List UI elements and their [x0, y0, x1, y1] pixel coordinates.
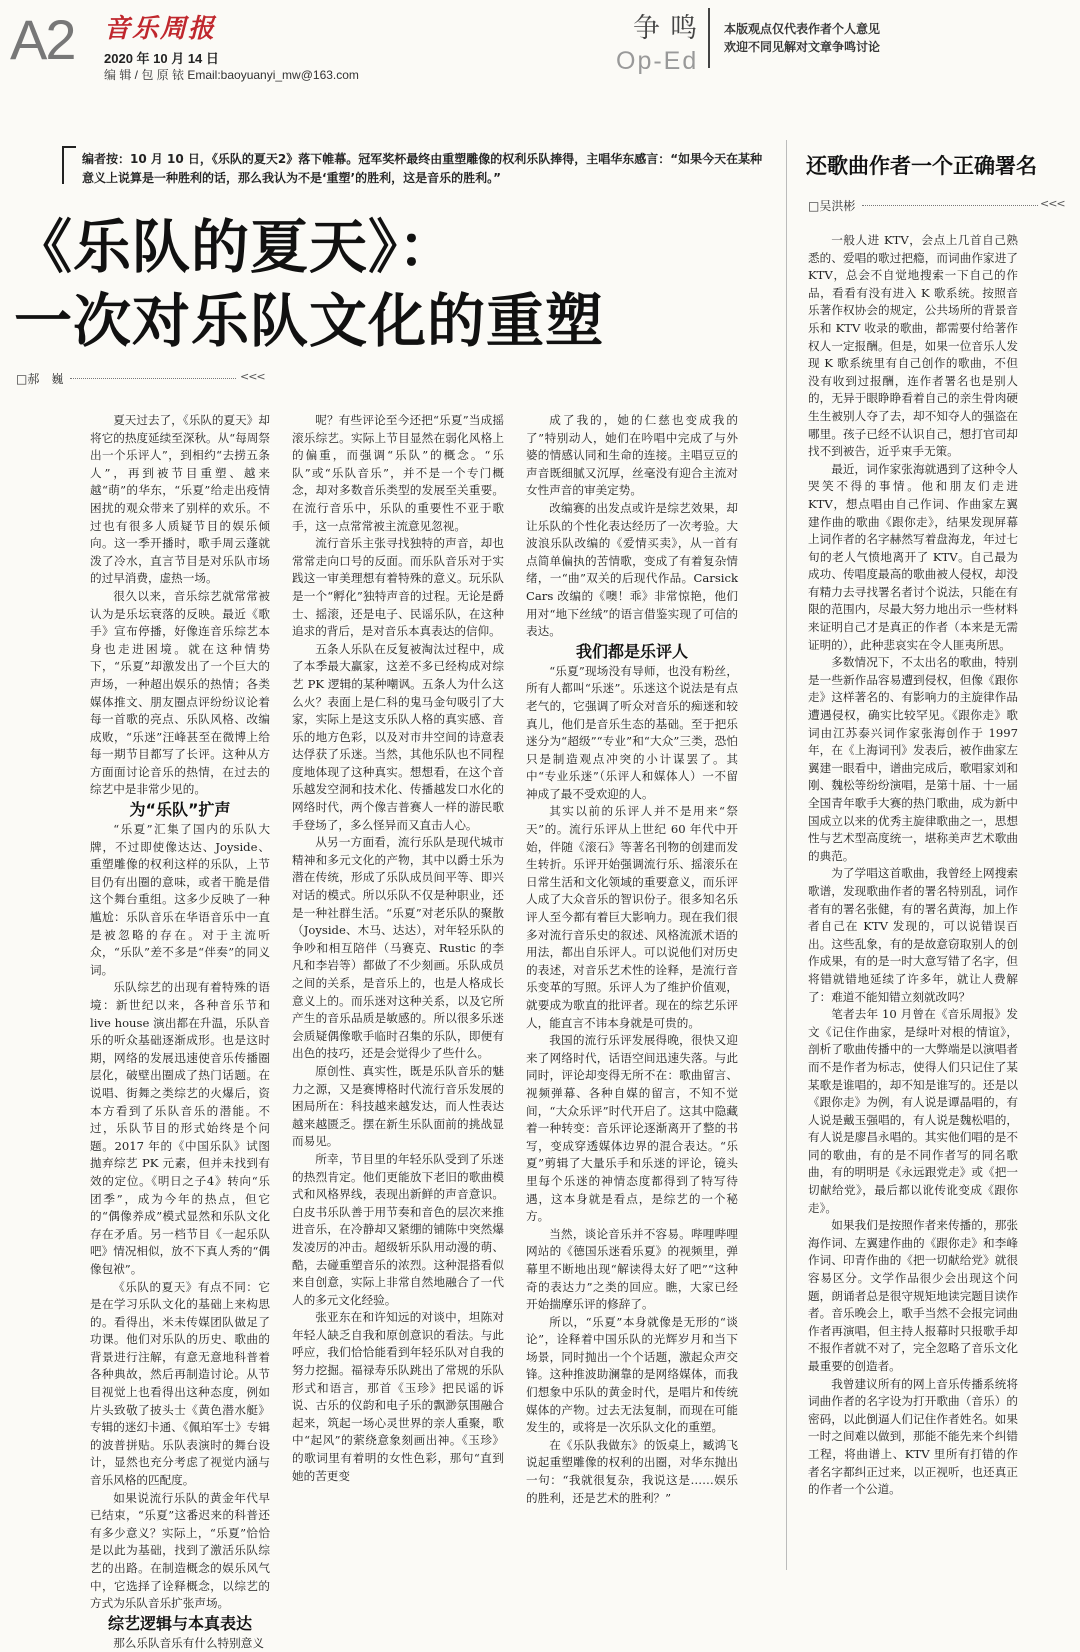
editor-line: 编 辑 / 包 原 铱 Email:baoyuanyi_mw@163.com: [104, 68, 359, 82]
paragraph: 张亚东在和许知远的对谈中，坦陈对年轻人缺乏自我和原创意识的看法。与此呼应，我们恰恰能看到年轻乐队对自我的努力挖掘。福禄寿乐队跳出了常规的乐队形式和语言，那首《玉珍》把民谣的诉说、古乐的仪韵和电子乐的飘渺氛围融合起来，筑起一场心灵世界的亲人重聚，歌中“起风”的萦绕意象刻画出神。《玉珍》的歌词里有着明的女性色彩，那句“直到她的苦更变: [292, 1310, 504, 1483]
col1b-paragraphs: [90, 821, 270, 1613]
paragraph: 那么乐队音乐有什么特别意义: [113, 1635, 264, 1650]
paragraph: 如果我们是按照作者来传播的，那张海作词、左翼建作曲的《跟你走》和李峰作词、印青作曲的《把一切献给党》就很容易区分。文学作品很少会出现这个问题，朗诵者总是很守规矩地读完题目读作者。音乐晚会上，歌手当然不会报完词曲作者再演唱，但主持人报幕时只报歌手却不报作者就不对了，完全忽略了音乐文化最重要的创造者。: [808, 1218, 1018, 1373]
paragraph: 原创性、真实性，既是乐队音乐的魅力之源，又是赛博格时代流行音乐发展的困局所在：科技越来越发达，而人性表达越来越匮乏。摆在新生乐队面前的挑战显而易见。: [292, 1063, 504, 1149]
masthead-divider: [708, 8, 710, 68]
newspaper-logo: 音乐周报: [104, 14, 217, 44]
paragraph: 成了我的，她的仁慈也变成我的了”特别动人，她们在吟唱中完成了与外婆的情感认同和生命的连接。主唱豆豆的声音既细腻又沉厚，丝毫没有迎合主流对女性声音的审美定势。: [526, 413, 738, 498]
paragraph: 改编赛的出发点或许是综艺效果，却让乐队的个性化表达经历了一次考验。大波浪乐队改编的《爱情买卖》，从一首有点简单偏执的苦情歌，变成了有着复杂情绪，一“曲”双关的后现代作品。Carsick Cars 改编的《噢！乖》非常惊艳，他们用对“地下丝绒”的语言借鉴实现了可信的表达。: [526, 500, 738, 639]
paragraph: 我曾建议所有的网上音乐传播系统将词曲作者的名字设为打开歌曲（音乐）的密码，以此倒逼人们记住作者姓名。如果一时之间难以做到，那能不能先来个纠错工程，将曲谱上、KTV 里所有打错的作者名字都纠正过来，以正视听，也还真正的作者一个公道。: [808, 1376, 1018, 1497]
paragraph: 一般人进 KTV，会点上几首自己熟悉的、爱唱的歌过把瘾，而词曲作家进了 KTV，总会不自觉地搜索一下自己的作品，看看有没有进入 K 歌系统。按照音乐著作权协会的规定，公共场所的背景音乐和 KTV 收录的歌曲，都需要付给著作权人一定报酬。但是，如果一位音乐人发现 K 歌系统里有自己创作的歌曲，不但没有收到过报酬，连作者署名也是别人的，无异于眼睁睁看着自己的亲生骨肉硬生生被别人夺了去，却不知夺人的强盗在哪里。孩子已经不认识自己，想打官司却找不到被告，近乎束手无策。: [808, 233, 1018, 459]
paragraph: 我国的流行乐评发展得晚，很快又迎来了网络时代，话语空间迅速失落。与此同时，评论却变得无所不在：歌曲留言、视频弹幕、各种自媒的留言，不知不觉间，“大众乐评”时代开启了。这其中隐藏着一种转变：音乐评论逐渐离开了整的书写，变成穿透媒体边界的混合表达。“乐夏”剪辑了大量乐手和乐迷的评论，镜头里每个乐迷的神情态度都得到了特写待遇，这本身就是看点，是综艺的一个秘方。: [526, 1033, 738, 1224]
disclaimer-line-1: 本版观点仅代表作者个人意见: [724, 22, 881, 36]
paragraph: 从另一方面看，流行乐队是现代城市精神和多元文化的产物，其中以爵士乐为潜在传统，形成了乐队成员间平等、即兴对话的模式。所以乐队不仅是种职业，还是一种社群生活。“乐夏”对老乐队的聚散（Joyside、木马、达达），对年轻乐队的争吵和相互陪伴（马赛克、Rustic 的李凡和李岩等）都做了不少刻画。乐队成员之间的关系，是音乐上的，也是人格成长意义上的。而乐迷对这种关系，以及它所产生的音乐品质是敏感的。所以很多乐迷会质疑偶像歌手临时召集的乐队，即便有出色的技巧，还是会觉得少了些什么。: [292, 835, 504, 1061]
paragraph: 多数情况下，不太出名的歌曲，特别是一些新作品容易遭到侵权，但像《跟你走》这样著名的、有影响力的主旋律作品遭遇侵权，确实比较罕见。《跟你走》歌词由江苏泰兴词作家张海创作于 1997 年，在《上海词刊》发表后，被作曲家左翼建一眼看中，谱曲完成后，歌唱家刘和刚、魏松等纷纷演唱，是第十届、十一届全国青年歌手大赛的热门歌曲，成为新中国成立以来的优秀主旋律歌曲之一，思想性与艺术型高度统一，堪称美声艺术歌曲的典范。: [808, 655, 1018, 863]
col2-paragraphs: [292, 412, 504, 1485]
side-article-title: 还歌曲作者一个正确署名: [806, 153, 1037, 178]
article-column-3: [526, 412, 738, 1580]
paragraph: 所以，“乐夏”本身就像是无形的“谈论”，诠释着中国乐队的光辉岁月和当下场景，同时抛出一个个话题，激起众声交锋。这种推波助澜靠的是网络媒体，而我们想象中乐队的黄金时代，是唱片和传统媒体的产物。过去无法复制，而现在可能发生的，或将是一次乐队文化的重塑。: [526, 1314, 738, 1435]
main-byline: □郝 巍: [16, 372, 64, 386]
paragraph: 笔者去年 10 月曾在《音乐周报》发文《记住作曲家，是绿叶对根的情谊》，剖析了歌曲传播中的一大弊端是以演唱者而不是作者为标志，使得人们只记住了某某歌是谁唱的，却不知是谁写的。还是以《跟你走》为例，有人说是谭晶唱的，有人说是戴玉强唱的，有人说是魏松唱的，有人说是廖昌永唱的。其实他们唱的是不同的歌曲，有的是不同作者写的同名歌曲，有的明明是《永远跟党走》或《把一切献给党》，最后都以讹传讹变成《跟你走》。: [808, 1007, 1018, 1215]
side-byline: □吴洪彬: [808, 199, 856, 213]
paragraph: 最近，词作家张海就遇到了这种令人哭笑不得的事情。他和朋友们走进 KTV，想点唱由自己作词、作曲家左翼建作曲的歌曲《跟你走》，结果发现屏幕上词作者的名字赫然写着盘海龙，年过七旬的老人气愤地离开了 KTV。自己最为成功、传唱度最高的歌曲被人侵权，却没有精力去寻找署名者讨个说法，只能在有限的范围内，尽最大努力地出示一些材料来证明自己才是真正的作者（本来是无需证明的），此种悲哀实在令人匪夷所思。: [808, 461, 1018, 652]
article-column-1: [90, 412, 270, 1650]
side-article-body: [808, 232, 1018, 1577]
disclaimer-line-2: 欢迎不同见解对文章争鸣讨论: [724, 40, 881, 54]
paragraph: 乐队综艺的出现有着特殊的语境：新世纪以来，各种音乐节和 live house 演出都在升温，乐队音乐的听众基础逐渐成形。也是这时期，网络的发展迅速使音乐传播圈层化，破壁出圈成了热门话题。在说唱、街舞之类综艺的火爆后，资本方看到了乐队音乐的潜能。不过，乐队节目的形式始终是个问题。2017 年的《中国乐队》试图拋弃综艺 PK 元素，但并未找到有效的定位。《明日之子4》转向“乐团季”，成为今年的热点，但它的“偶像养成”模式显然和乐队文化存在矛盾。另一档节目《一起乐队吧》情况相似，放不下真人秀的“偶像包袱”。: [90, 980, 270, 1276]
paragraph: 在《乐队我做东》的饭桌上，臧鸿飞说起重塑雕像的权利的出圈，对华东抛出一句：“我就很复杂，我说这是……娱乐的胜利，还是艺术的胜利？”: [526, 1437, 738, 1505]
paragraph: 《乐队的夏天》有点不同：它是在学习乐队文化的基础上来构思的。看得出，米未传媒团队做足了功课。他们对乐队的历史、歌曲的背景进行注解，有意无意地科普着各种典故，然后再制造讨论。从节目视觉上也看得出这种态度，例如片头致敬了披头士《黄色潜水艇》专辑的迷幻卡通、《佩珀军士》专辑的波普拼贴。乐队表演时的舞台设计，显然也充分考虑了视觉内涵与音乐风格的匹配度。: [90, 1279, 270, 1488]
paragraph: 其实以前的乐评人并不是用来“祭天”的。流行乐评从上世纪 60 年代中开始，伴随《滚石》等著名刊物的创建而发生转折。乐评开始强调流行乐、摇滚乐在日常生活和文化领域的重要意义，而乐评人成了大众音乐的智识份子。很多知名乐评人至今都有着巨大影响力。现在我们很多对流行音乐史的叙述、风格流派术语的用法，都出自乐评人。可以说他们对历史的表述，对音乐艺术性的诠释，是流行音乐变革的写照。乐评人为了维护价值观，就要成为歌直的批评者。现在的综艺乐评人，能直言不讳本身就是可贵的。: [526, 804, 738, 1030]
subheading-for-bands: 为“乐队”扩声: [129, 800, 231, 820]
editor-note: 编者按：10 月 10 日，《乐队的夏天2》落下帷幕。冠军奖杯最终由重塑雕像的权利乐队捧得，主唱华东感言：“如果今天在某种意义上说算是一种胜利的话，那么我认为不是‘重塑’的胜利，这是音乐的胜利。”: [82, 152, 763, 185]
paragraph: 很久以来，音乐综艺就常常被认为是乐坛衰落的反映。最近《歌手》宣布停播，好像连音乐综艺本身也走进困境。就在这种情势下，“乐夏”却激发出了一个巨大的声场，一种超出娱乐的热情；各类媒体推文、朋友圈点评纷纷议论着每一首歌的亮点、乐队风格、改编成败，“乐迷”汪峰甚至在微博上给每一期节目都写了长评。这种从方方面面讨论音乐的热情，在过去的综艺中是非常少见的。: [90, 588, 270, 797]
side-byline-chevrons: <<<: [1040, 197, 1065, 210]
paragraph: 当然，谈论音乐并不容易。哔哩哔哩网站的《德国乐迷看乐夏》的视频里，弹幕里不断地出现“解读得太好了吧”“这种奇的表达力”之类的回应。瞧，大家已经开始揣摩乐评的修辞了。: [526, 1226, 738, 1312]
byline-rule: [70, 377, 236, 379]
issue-date: 2020 年 10 月 14 日: [104, 51, 219, 66]
headline-line-2: 一次对乐队文化的重塑: [14, 287, 605, 355]
side-byline-rule: [862, 204, 1038, 206]
paragraph: 为了学唱这首歌曲，我曾经上网搜索歌谱，发现歌曲作者的署名特别乱，词作者有的署名张健，有的署名黄海，加上作者自己在 KTV 发现的，可以说错误百出。这些乱象，有的是故意窃取别人的创作成果，有的是一时大意写错了名字，但将错就错地延续了许多年，就让人费解了：难道不能知错立刻就改吗？: [808, 866, 1018, 1004]
paragraph: 夏天过去了，《乐队的夏天》却将它的热度延续至深秋。从“每周祭出一个乐评人”，到相约“去捞五条人”，再到被节目重塑、越来越“萌”的华东，“乐夏”给走出疫情困扰的观众带来了别样的欢乐。不过也有很多人质疑节目的娱乐倾向。这一季开播时，歌手周云蓬就泼了冷水，直言节目是对乐队市场的过早消费，虚热一场。: [90, 413, 270, 586]
subheading-we-are-critics: 我们都是乐评人: [575, 641, 688, 661]
paragraph: “乐夏”现场没有导师，也没有粉丝，所有人都叫“乐迷”。乐迷这个说法是有点老气的，它强调了听众对音乐的痴迷和较真儿，他们是音乐生态的基础。至于把乐迷分为“超级”“专业”和“大众”三类，恐怕只是制造观点冲突的小计谋罢了。其中“专业乐迷”（乐评人和媒体人）一不留神成了最不受欢迎的人。: [526, 663, 738, 801]
note-bracket: [62, 146, 76, 184]
paragraph: “乐夏”汇集了国内的乐队大牌，不过即使像达达、Joyside、重塑雕像的权利这样的乐队，上节目仍有出圈的意味，或者干脆是借这个舞台重组。这多少反映了一种尴尬：乐队音乐在华语音乐中一直是被忽略的存在。对于主流听众，“乐队”差不多是“伴奏”的同义词。: [90, 822, 270, 977]
col3b-paragraphs: [526, 663, 738, 1508]
paragraph: 所幸，节目里的年轻乐队受到了乐迷的热烈肯定。他们更能放下老旧的歌曲模式和风格界线，表现出新鲜的声音意识。白皮书乐队善于用节奏和音色的层次来推进音乐，在冷静却又紧绷的铺陈中突然爆发凌厉的冲击。超级斩乐队用动漫的萌、酷，去碰重塑音乐的浓烈。这种混搭看似来自创意，实际上非常自然地融合了一代人的多元文化经验。: [292, 1151, 504, 1307]
paragraph: 流行音乐主张寻找独特的声音，却也常常走向口号的反面。而乐队音乐对于实践这一审美理想有着特殊的意义。玩乐队是一个“孵化”独特声音的过程。无论是爵士、摇滚，还是电子、民谣乐队，在这种追求的背后，是对音乐本真表达的信仰。: [292, 536, 504, 639]
paragraph: 呢？有些评论至今还把“乐夏”当成摇滚乐综艺。实际上节目显然在弱化风格上的偏重，而强调“乐队”的概念。“乐队”或“乐队音乐”，并不是一个专门概念，却对多数音乐类型的发展至关重要。在流行音乐中，乐队的重要性不亚于歌手，这一点常常被主流意见忽视。: [292, 413, 504, 533]
col1-paragraphs: [90, 412, 270, 799]
section-title-en: Op-Ed: [616, 47, 699, 75]
section-disclaimer: [724, 20, 880, 56]
byline-chevrons: <<<: [240, 370, 265, 383]
main-headline: [14, 210, 794, 358]
page-number: A2: [10, 8, 75, 71]
column-divider: [786, 140, 787, 1570]
col1c-paragraphs: [90, 1635, 270, 1652]
col3-paragraphs: [526, 412, 738, 641]
headline-line-1: 《乐队的夏天》：: [14, 213, 458, 281]
article-column-2: [292, 412, 504, 1580]
subheading-variety-logic: 综艺逻辑与本真表达: [107, 1613, 252, 1633]
side-paragraphs: [808, 232, 1018, 1499]
section-title-cn: 争鸣: [633, 13, 707, 44]
paragraph: 如果说流行乐队的黄金年代早已结束，“乐夏”这番迟来的科普还有多少意义？实际上，“乐夏”恰恰是以此为基础，找到了激活乐队综艺的出路。在制造概念的娱乐风气中，它选择了诠释概念，以综艺的方式为乐队音乐扩张声场。: [90, 1490, 270, 1611]
paragraph: 五条人乐队在反复被淘汰过程中，成了本季最大赢家，这差不多已经构成对综艺 PK 逻辑的某种嘲讽。五条人为什么这么火？表面上是仁科的鬼马金句吸引了大家，实际上是这支乐队人格的真实感、音乐的地方色彩，以及对市井空间的诗意表达俘获了乐迷。当然，其他乐队也不同程度地体现了这种真实。想想看，在这个音乐越发空洞和技术化、传播越发口水化的网络时代，两个像吉普赛人一样的游民歌手登场了，多么怪异而又直击人心。: [292, 641, 504, 832]
